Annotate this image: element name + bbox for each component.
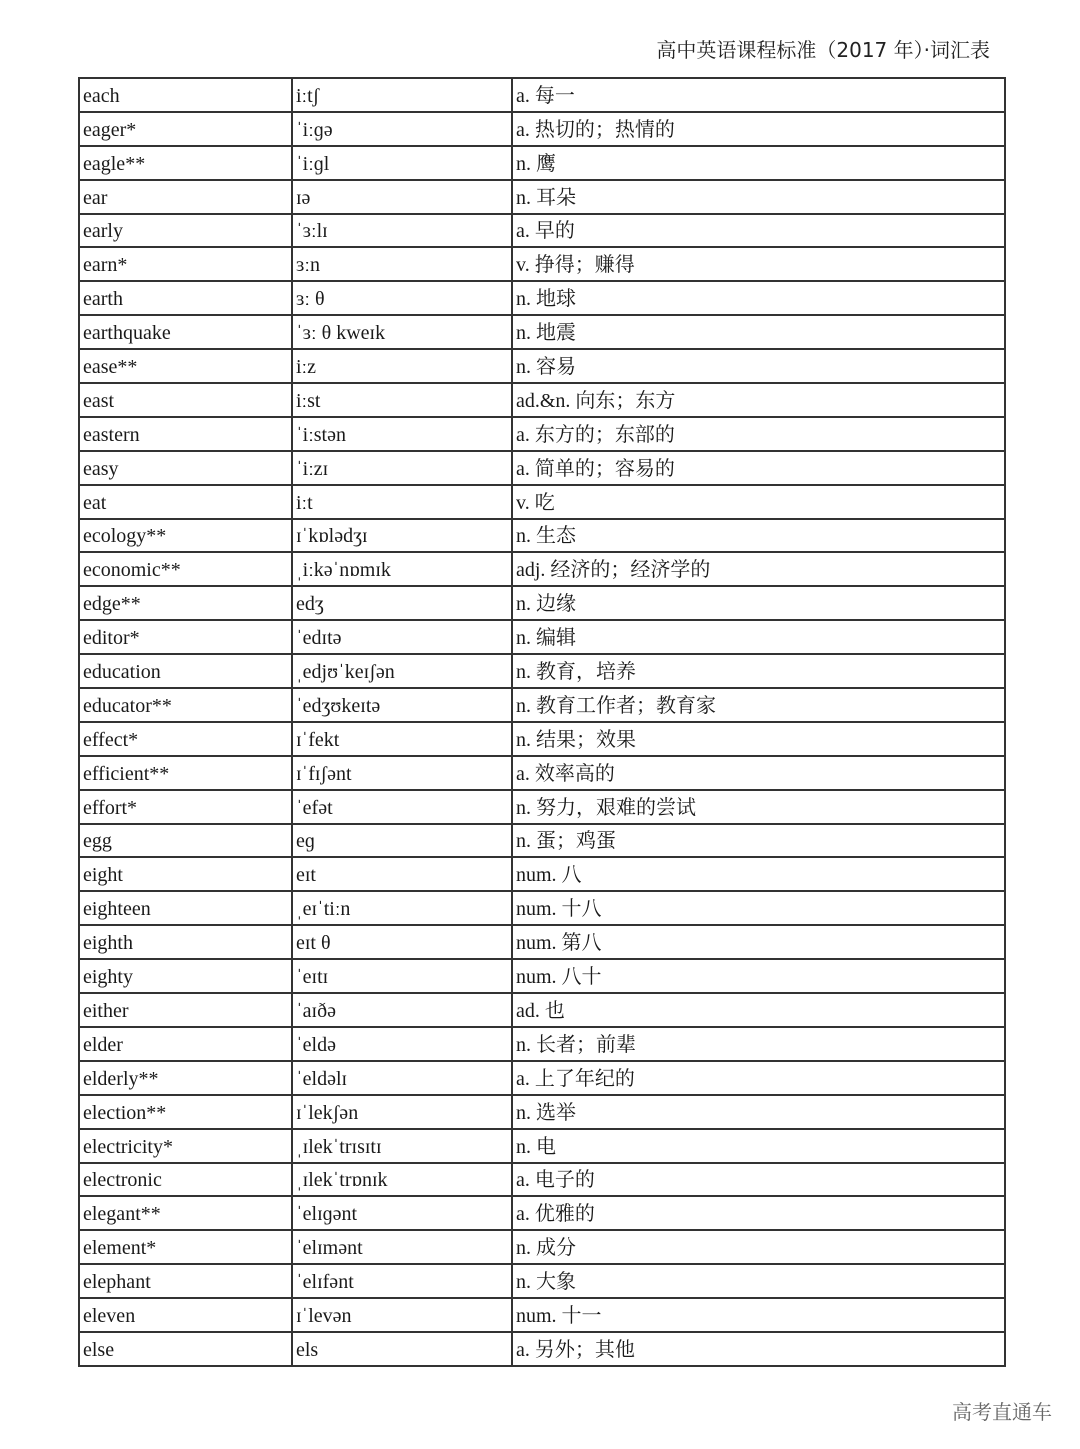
phonetic-cell: ɜː θ [292,281,512,315]
phonetic-cell: ˈiːstən [292,417,512,451]
meaning-cell: n. 成分 [512,1230,1005,1264]
table-row [79,790,1005,824]
word-cell: elder [79,1027,292,1061]
meaning-cell: a. 电子的 [512,1163,1005,1197]
table-row [79,112,1005,146]
meaning-cell: a. 效率高的 [512,756,1005,790]
phonetic-cell: ˈeɪtɪ [292,959,512,993]
meaning-cell: n. 电 [512,1129,1005,1163]
meaning-cell: n. 地球 [512,281,1005,315]
phonetic-cell: iːz [292,349,512,383]
meaning-cell: n. 边缘 [512,586,1005,620]
word-cell: education [79,654,292,688]
table-row [79,586,1005,620]
table-row [79,824,1005,858]
word-cell: election** [79,1095,292,1129]
phonetic-cell: ɪˈlevən [292,1298,512,1332]
word-cell: earthquake [79,315,292,349]
table-row [79,1298,1005,1332]
vocabulary-table [78,77,1006,1367]
table-row [79,993,1005,1027]
meaning-cell: n. 蛋；鸡蛋 [512,824,1005,858]
word-cell: elephant [79,1264,292,1298]
meaning-cell: n. 地震 [512,315,1005,349]
word-cell: eat [79,485,292,519]
table-row [79,1095,1005,1129]
meaning-cell: ad.&n. 向东；东方 [512,383,1005,417]
word-cell: eighty [79,959,292,993]
table-row [79,1163,1005,1197]
table-row [79,417,1005,451]
table-row [79,1027,1005,1061]
table-row [79,383,1005,417]
table-row [79,451,1005,485]
phonetic-cell: ˈedɪtə [292,620,512,654]
meaning-cell: n. 编辑 [512,620,1005,654]
word-cell: ecology** [79,519,292,553]
meaning-cell: n. 生态 [512,519,1005,553]
word-cell: earn* [79,247,292,281]
table-row [79,1332,1005,1366]
table-row [79,1129,1005,1163]
meaning-cell: num. 十一 [512,1298,1005,1332]
table-row [79,688,1005,722]
meaning-cell: a. 上了年纪的 [512,1061,1005,1095]
phonetic-cell: ˌɪlekˈtrɪsɪtɪ [292,1129,512,1163]
word-cell: ear [79,180,292,214]
phonetic-cell: iːst [292,383,512,417]
word-cell: electricity* [79,1129,292,1163]
table-row [79,78,1005,112]
phonetic-cell: ˌɪlekˈtrɒnɪk [292,1163,512,1197]
meaning-cell: num. 八十 [512,959,1005,993]
meaning-cell: v. 挣得；赚得 [512,247,1005,281]
phonetic-cell: ɪˈfekt [292,722,512,756]
table-row [79,180,1005,214]
phonetic-cell: ˌedjʊˈkeɪʃən [292,654,512,688]
word-cell: eagle** [79,146,292,180]
meaning-cell: n. 选举 [512,1095,1005,1129]
meaning-cell: v. 吃 [512,485,1005,519]
page-header-title: 高中英语课程标准（2017 年）·词汇表 [656,38,990,62]
phonetic-cell: ɪˈfɪʃənt [292,756,512,790]
phonetic-cell: ˈelɪfənt [292,1264,512,1298]
word-cell: early [79,214,292,248]
table-row [79,315,1005,349]
table-row [79,349,1005,383]
meaning-cell: a. 每一 [512,78,1005,112]
phonetic-cell: ˈefət [292,790,512,824]
word-cell: eighteen [79,891,292,925]
table-row [79,1264,1005,1298]
word-cell: effort* [79,790,292,824]
word-cell: element* [79,1230,292,1264]
word-cell: eastern [79,417,292,451]
word-cell: eleven [79,1298,292,1332]
word-cell: easy [79,451,292,485]
phonetic-cell: ˈiːɡl [292,146,512,180]
phonetic-cell: ɪə [292,180,512,214]
table-row [79,925,1005,959]
phonetic-cell: ˈedʒʊkeɪtə [292,688,512,722]
word-cell: electronic [79,1163,292,1197]
meaning-cell: a. 早的 [512,214,1005,248]
meaning-cell: n. 教育，培养 [512,654,1005,688]
table-row [79,891,1005,925]
phonetic-cell: els [292,1332,512,1366]
word-cell: economic** [79,552,292,586]
word-cell: efficient** [79,756,292,790]
meaning-cell: n. 容易 [512,349,1005,383]
table-row [79,1061,1005,1095]
phonetic-cell: eɪt [292,857,512,891]
phonetic-cell: ɪˈlekʃən [292,1095,512,1129]
meaning-cell: n. 鹰 [512,146,1005,180]
table-row [79,485,1005,519]
table-row [79,959,1005,993]
word-cell: elegant** [79,1196,292,1230]
phonetic-cell: ˈɜːlɪ [292,214,512,248]
word-cell: eighth [79,925,292,959]
meaning-cell: n. 耳朵 [512,180,1005,214]
meaning-cell: adj. 经济的；经济学的 [512,552,1005,586]
table-row [79,620,1005,654]
meaning-cell: ad. 也 [512,993,1005,1027]
word-cell: educator** [79,688,292,722]
phonetic-cell: ˌiːkəˈnɒmɪk [292,552,512,586]
table-row [79,146,1005,180]
meaning-cell: a. 优雅的 [512,1196,1005,1230]
meaning-cell: n. 结果；效果 [512,722,1005,756]
meaning-cell: a. 东方的；东部的 [512,417,1005,451]
phonetic-cell: iːt [292,485,512,519]
phonetic-cell: ˈelɪɡənt [292,1196,512,1230]
phonetic-cell: eɡ [292,824,512,858]
meaning-cell: a. 热切的；热情的 [512,112,1005,146]
phonetic-cell: ˌeɪˈtiːn [292,891,512,925]
word-cell: each [79,78,292,112]
table-row [79,654,1005,688]
word-cell: elderly** [79,1061,292,1095]
meaning-cell: n. 努力，艰难的尝试 [512,790,1005,824]
meaning-cell: num. 十八 [512,891,1005,925]
meaning-cell: a. 另外；其他 [512,1332,1005,1366]
word-cell: else [79,1332,292,1366]
phonetic-cell: ɪˈkɒlədʒɪ [292,519,512,553]
phonetic-cell: iːtʃ [292,78,512,112]
word-cell: eager* [79,112,292,146]
table-row [79,1196,1005,1230]
word-cell: egg [79,824,292,858]
table-row [79,281,1005,315]
phonetic-cell: ˈeldə [292,1027,512,1061]
word-cell: either [79,993,292,1027]
meaning-cell: n. 长者；前辈 [512,1027,1005,1061]
word-cell: editor* [79,620,292,654]
word-cell: effect* [79,722,292,756]
meaning-cell: a. 简单的；容易的 [512,451,1005,485]
table-row [79,519,1005,553]
table-row [79,214,1005,248]
watermark: 高考直通车 [952,1400,1052,1424]
phonetic-cell: ˈiːɡə [292,112,512,146]
phonetic-cell: ˈaɪðə [292,993,512,1027]
word-cell: east [79,383,292,417]
table-row [79,552,1005,586]
meaning-cell: n. 教育工作者；教育家 [512,688,1005,722]
table-row [79,857,1005,891]
meaning-cell: num. 第八 [512,925,1005,959]
phonetic-cell: eɪt θ [292,925,512,959]
phonetic-cell: ˈɜː θ kweɪk [292,315,512,349]
word-cell: ease** [79,349,292,383]
table-row [79,1230,1005,1264]
phonetic-cell: ˈiːzɪ [292,451,512,485]
word-cell: edge** [79,586,292,620]
word-cell: eight [79,857,292,891]
meaning-cell: n. 大象 [512,1264,1005,1298]
word-cell: earth [79,281,292,315]
table-row [79,756,1005,790]
phonetic-cell: ɜːn [292,247,512,281]
phonetic-cell: ˈelɪmənt [292,1230,512,1264]
table-row [79,722,1005,756]
phonetic-cell: edʒ [292,586,512,620]
meaning-cell: num. 八 [512,857,1005,891]
table-row [79,247,1005,281]
phonetic-cell: ˈeldəlɪ [292,1061,512,1095]
